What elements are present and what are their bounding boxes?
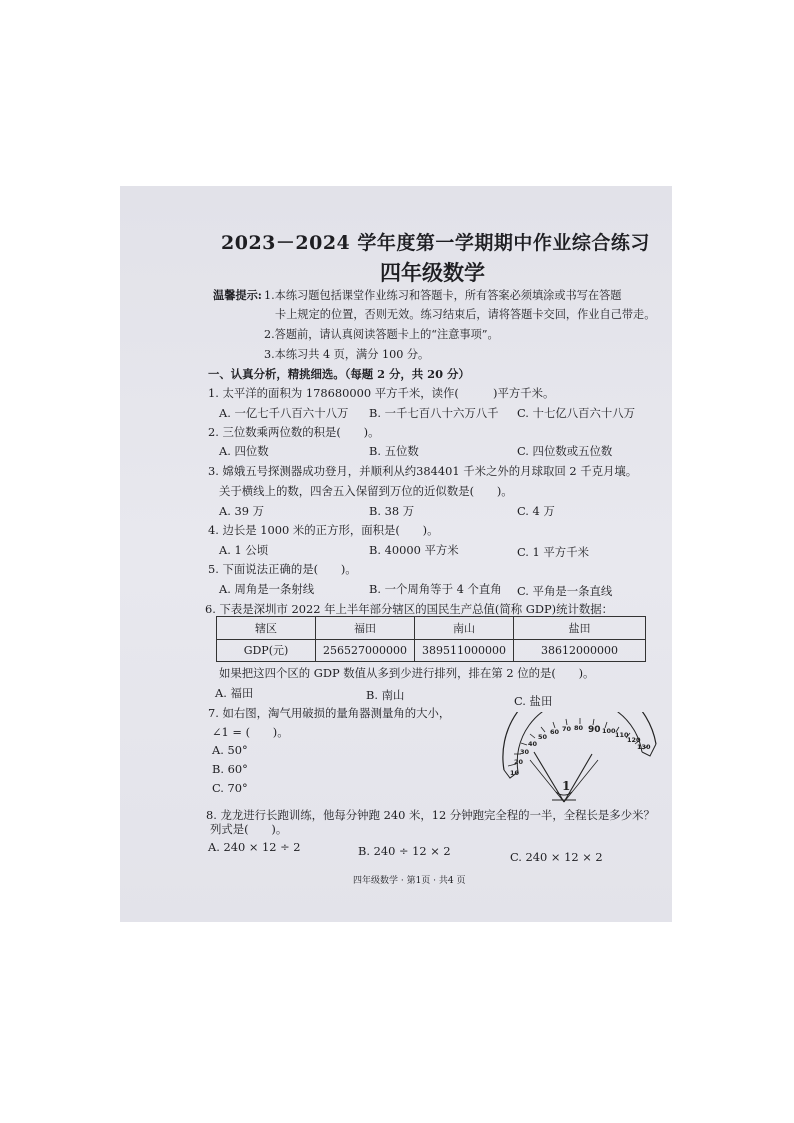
gdp-table — [216, 616, 646, 662]
question-7-option-a: A. 50° — [212, 743, 248, 757]
question-6-stem-2: 如果把这四个区的 GDP 数值从多到少进行排列，排在第 2 位的是( )。 — [219, 666, 595, 680]
exam-subtitle: 四年级数学 — [380, 260, 485, 285]
gdp-table-data-row — [217, 639, 646, 662]
page-footer: 四年级数学 · 第1页 · 共4 页 — [353, 876, 466, 886]
protractor-guide-line — [530, 760, 564, 802]
gdp-value-futian: 256527000000 — [316, 639, 415, 662]
question-3-stem-2: 关于横线上的数，四舍五入保留到万位的近似数是( )。 — [219, 484, 513, 498]
protractor-label-70: 70 — [562, 725, 572, 733]
question-7-stem-2: ∠1 = ( )。 — [212, 725, 289, 739]
protractor-label-80: 80 — [574, 724, 584, 732]
question-3-option-c: C. 4 万 — [517, 504, 555, 518]
question-2-stem: 2. 三位数乘两位数的积是( )。 — [208, 425, 380, 439]
gdp-header-nanshan: 南山 — [415, 617, 514, 640]
question-8-option-a: A. 240 × 12 ÷ 2 — [208, 840, 301, 854]
question-8-option-b: B. 240 ÷ 12 × 2 — [358, 844, 451, 858]
gdp-value-yantian: 38612000000 — [514, 639, 646, 662]
question-5-option-a: A. 周角是一条射线 — [219, 582, 315, 596]
question-5-stem: 5. 下面说法正确的是( )。 — [208, 562, 357, 576]
protractor-label-50: 50 — [538, 733, 548, 741]
question-8-option-c: C. 240 × 12 × 2 — [510, 850, 603, 864]
notice-line-1b: 卡上规定的位置，否则无效。练习结束后，请将答题卡交回，作业自己带走。 — [275, 308, 656, 321]
question-5-option-c: C. 平角是一条直线 — [517, 584, 613, 598]
gdp-header-yantian: 盐田 — [514, 617, 646, 640]
protractor-label-20: 20 — [514, 758, 524, 766]
question-6-option-b: B. 南山 — [366, 688, 405, 702]
question-6-option-a: A. 福田 — [215, 686, 254, 700]
protractor-label-10: 10 — [510, 769, 520, 777]
question-3-option-b: B. 38 万 — [369, 504, 415, 518]
notice-line-3: 3.本练习共 4 页，满分 100 分。 — [264, 348, 430, 361]
question-6-stem: 6. 下表是深圳市 2022 年上半年部分辖区的国民生产总值(简称 GDP)统计数据： — [205, 602, 614, 616]
question-2-option-b: B. 五位数 — [369, 444, 419, 458]
protractor-label-110: 110 — [615, 731, 629, 739]
question-7-option-b: B. 60° — [212, 762, 248, 776]
question-2-option-a: A. 四位数 — [219, 444, 269, 458]
gdp-row-label: GDP(元) — [217, 639, 316, 662]
question-4-option-b: B. 40000 平方米 — [369, 543, 459, 557]
question-3-stem: 3. 嫦娥五号探测器成功登月，并顺利从约384401 千米之外的月球取回 2 千克月壤。 — [208, 464, 638, 478]
protractor-label-100: 100 — [602, 727, 616, 735]
question-8-stem: 8. 龙龙进行长跑训练，他每分钟跑 240 米，12 分钟跑完全程的一半，全程长是多少米？ — [206, 808, 655, 822]
question-1-stem: 1. 太平洋的面积为 178680000 平方千米，读作( )平方千米。 — [208, 386, 555, 400]
question-5-option-b: B. 一个周角等于 4 个直角 — [369, 582, 502, 596]
question-1-option-a: A. 一亿七千八百六十八万 — [219, 406, 349, 420]
gdp-table-header-row — [217, 617, 646, 640]
section-heading: 一、认真分析，精挑细选。（每题 2 分，共 20 分） — [208, 367, 470, 381]
gdp-header-district: 辖区 — [217, 617, 316, 640]
question-3-option-a: A. 39 万 — [219, 504, 264, 518]
question-1-option-b: B. 一千七百八十六万八千 — [369, 406, 499, 420]
question-4-option-c: C. 1 平方千米 — [517, 545, 589, 559]
question-2-option-c: C. 四位数或五位数 — [517, 444, 613, 458]
protractor-label-130: 130 — [637, 743, 651, 751]
gdp-header-futian: 福田 — [316, 617, 415, 640]
question-7-stem: 7. 如右图，淘气用破损的量角器测量角的大小， — [208, 706, 451, 720]
question-1-option-c: C. 十七亿八百六十八万 — [517, 406, 636, 420]
question-6-option-c: C. 盐田 — [514, 694, 553, 708]
angle-label: 1 — [562, 779, 571, 793]
question-8-stem-2: 列式是( )。 — [210, 822, 288, 836]
gdp-value-nanshan: 389511000000 — [415, 639, 514, 662]
notice-line-1: 1.本练习题包括课堂作业练习和答题卡，所有答案必须填涂或书写在答题 — [264, 289, 622, 302]
protractor-label-120: 120 — [627, 736, 641, 744]
protractor-label-60: 60 — [550, 728, 560, 736]
protractor-label-40: 40 — [528, 740, 538, 748]
notice-line-2: 2.答题前，请认真阅读答题卡上的“注意事项”。 — [264, 328, 499, 341]
protractor-label-90: 90 — [588, 725, 601, 735]
broken-protractor-figure — [496, 712, 664, 806]
exam-title: 2023－2024 学年度第一学期期中作业综合练习 — [221, 232, 650, 254]
protractor-label-30: 30 — [520, 748, 530, 756]
question-7-option-c: C. 70° — [212, 781, 248, 795]
question-4-stem: 4. 边长是 1000 米的正方形，面积是( )。 — [208, 523, 439, 537]
question-4-option-a: A. 1 公顷 — [219, 543, 269, 557]
notice-label: 温馨提示: — [213, 288, 262, 302]
